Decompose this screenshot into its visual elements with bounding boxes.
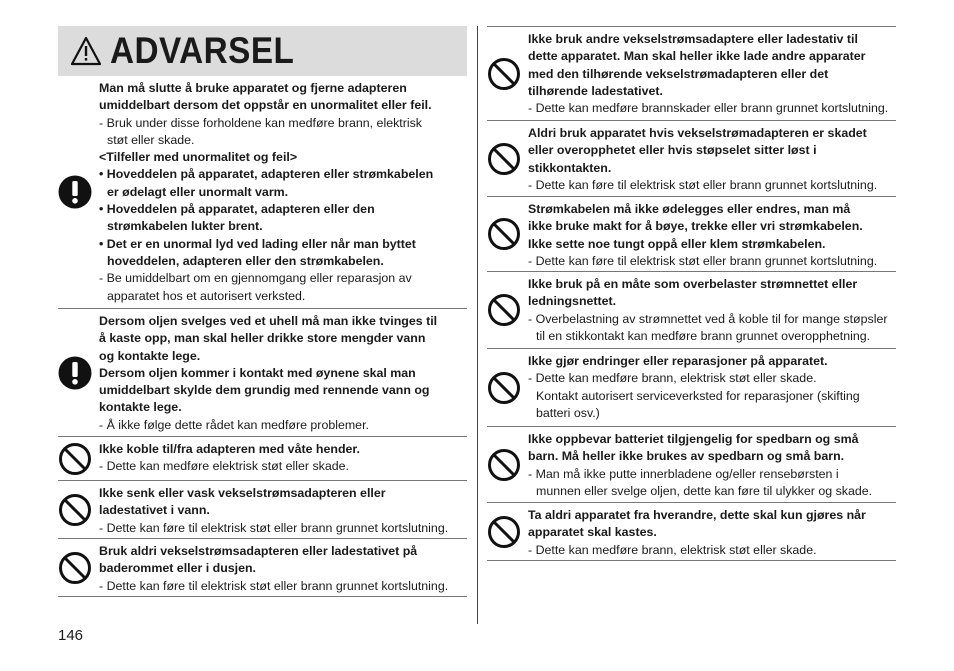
block-text: og kontakte lege. [99, 348, 201, 363]
page-title: ADVARSEL [110, 30, 295, 71]
block-note: Kontakt autorisert serviceverksted for reparasjoner (skifting [536, 388, 860, 403]
block-text: Ikke sette noe tungt oppå eller klem strømkabelen. [528, 236, 826, 251]
block-text: dette apparatet. Man skal heller ikke lade andre apparater [528, 49, 866, 64]
warning-block-overload [487, 272, 896, 349]
prohibition-icon [487, 57, 521, 91]
block-text: Ikke koble til/fra adapteren med våte hender. [99, 442, 360, 456]
left-column [58, 26, 467, 597]
block-text: Ikke oppbevar batteriet tilgjengelig for spedbarn og små [528, 432, 859, 446]
block-text: Ikke bruk på en måte som overbelaster strømnettet eller [528, 277, 858, 291]
warning-header [58, 26, 467, 76]
block-text: Ikke gjør endringer eller reparasjoner på apparatet. [528, 354, 828, 368]
exclamation-icon [58, 175, 92, 209]
warning-block-children [487, 427, 896, 503]
bullet-item: er ødelagt eller unormalt varm. [107, 184, 289, 199]
block-note: - Dette kan medføre brann, elektrisk støt eller skade. [528, 542, 817, 557]
prohibition-icon [487, 142, 521, 176]
block-note: - Dette kan føre til elektrisk støt eller brann grunnet kortslutning. [528, 253, 878, 268]
block-note: apparatet hos et autorisert verksted. [107, 288, 306, 303]
block-subheading: <Tilfeller med unormalitet og feil> [99, 150, 298, 165]
warning-block-wet-hands [58, 437, 467, 481]
block-text: kontakte lege. [99, 400, 182, 415]
block-text: stikkontakten. [528, 160, 612, 175]
warning-block-abnormality [58, 76, 467, 309]
block-note: munnen eller svelge oljen, dette kan føre til ulykker og skade. [536, 483, 873, 498]
block-note: - Å ikke følge dette rådet kan medføre problemer. [99, 417, 369, 432]
page-number: 146 [58, 627, 84, 644]
warning-triangle-icon [70, 36, 102, 66]
warning-block-bathroom [58, 539, 467, 597]
block-text: barn. Må heller ikke brukes av spedbarn og små barn. [528, 449, 845, 464]
warning-block-damaged-adapter [487, 121, 896, 197]
block-note: til en stikkontakt kan medføre brann grunnet overopphetning. [536, 328, 871, 343]
prohibition-icon [487, 448, 521, 482]
block-text: Ikke bruk andre vekselstrømsadaptere eller ladestativ til [528, 32, 858, 46]
prohibition-icon [487, 293, 521, 327]
bullet-item: • Hoveddelen på apparatet, adapteren eller den [99, 202, 375, 217]
block-text: umiddelbart dersom det oppstår en unormalitet eller feil. [99, 98, 432, 113]
block-text: Bruk aldri vekselstrømsadapteren eller ladestativet på [99, 544, 418, 558]
block-text: ledningsnettet. [528, 294, 617, 309]
block-note: - Dette kan medføre brann, elektrisk støt eller skade. [528, 371, 817, 386]
block-note: - Bruk under disse forholdene kan medføre brann, elektrisk [99, 115, 423, 130]
block-text: Strømkabelen må ikke ødelegges eller endres, man må [528, 202, 851, 216]
warning-block-oil [58, 309, 467, 437]
block-note: - Dette kan føre til elektrisk støt eller brann grunnet kortslutning. [528, 177, 878, 192]
block-text: tilhørende ladestativet. [528, 83, 663, 98]
warning-block-power-cord [487, 197, 896, 272]
block-note: - Man må ikke putte innerbladene og/eller rensebørsten i [528, 466, 839, 481]
block-text: Ikke senk eller vask vekselstrømsadapteren eller [99, 486, 386, 500]
block-note: - Be umiddelbart om en gjennomgang eller reparasjon av [99, 271, 412, 286]
prohibition-icon [58, 493, 92, 527]
block-note: - Dette kan føre til elektrisk støt eller brann grunnet kortslutning. [99, 520, 449, 535]
warning-block-modifications [487, 349, 896, 427]
block-note: støt eller skade. [107, 132, 195, 147]
bullet-item: • Det er en unormal lyd ved lading eller når man byttet [99, 236, 416, 251]
block-note: - Overbelastning av strømnettet ved å koble til for mange støpsler [528, 311, 888, 326]
prohibition-icon [487, 371, 521, 405]
block-note: - Dette kan medføre elektrisk støt eller skade. [99, 459, 349, 474]
warning-block-disassembly [487, 503, 896, 561]
block-text: å kaste opp, man skal heller drikke store mengder vann [99, 331, 426, 346]
block-text: eller overopphetet eller hvis støpselet sitter løst i [528, 143, 817, 158]
block-text: ladestativet i vann. [99, 503, 210, 518]
bullet-item: strømkabelen lukter brent. [107, 219, 263, 234]
right-column [487, 26, 896, 561]
block-text: Aldri bruk apparatet hvis vekselstrømadapteren er skadet [528, 126, 867, 140]
warning-block-other-adapters [487, 27, 896, 121]
block-note: batteri osv.) [536, 405, 600, 420]
block-note: - Dette kan føre til elektrisk støt eller brann grunnet kortslutning. [99, 578, 449, 593]
block-text: Man må slutte å bruke apparatet og fjerne adapteren [99, 81, 407, 95]
block-text: med den tilhørende vekselstrømadapteren eller det [528, 66, 829, 81]
block-text: Dersom oljen kommer i kontakt med øynene skal man [99, 365, 416, 380]
bullet-item: • Hoveddelen på apparatet, adapteren eller strømkabelen [99, 167, 434, 182]
block-text: ikke bruke makt for å bøye, trekke eller vri strømkabelen. [528, 219, 863, 234]
block-text: umiddelbart skylde dem grundig med rennende vann og [99, 383, 430, 398]
block-text: apparatet skal kastes. [528, 525, 657, 540]
warning-block-water [58, 481, 467, 539]
prohibition-icon [487, 217, 521, 251]
block-note: - Dette kan medføre brannskader eller brann grunnet kortslutning. [528, 101, 889, 116]
column-divider [477, 26, 478, 624]
bullet-item: hoveddelen, adapteren eller den strømkabelen. [107, 253, 384, 268]
block-text: baderommet eller i dusjen. [99, 561, 256, 576]
prohibition-icon [487, 515, 521, 549]
prohibition-icon [58, 551, 92, 585]
prohibition-icon [58, 442, 92, 476]
block-text: Dersom oljen svelges ved et uhell må man ikke tvinges til [99, 314, 438, 328]
block-text: Ta aldri apparatet fra hverandre, dette skal kun gjøres når [528, 508, 866, 522]
exclamation-icon [58, 356, 92, 390]
